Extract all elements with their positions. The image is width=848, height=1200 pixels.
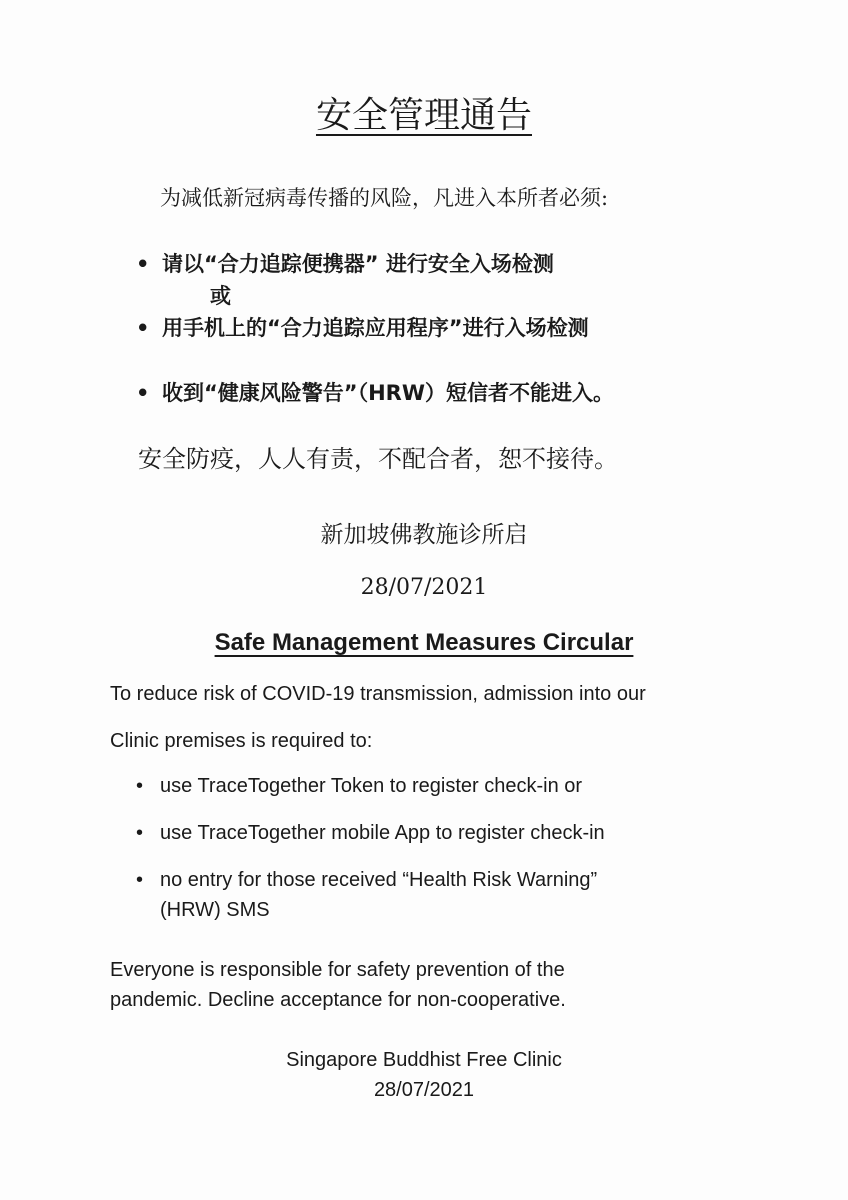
english-title [0,625,848,661]
english-intro-line2: Clinic premises is required to: [110,730,373,752]
chinese-date: 28/07/2021 [360,575,488,600]
bullet-dot: • [136,252,150,276]
chinese-bullet-hrw-text: 收到“健康风险警告”（HRW）短信者不能进入。 [162,381,615,405]
bullet-dot: • [136,316,150,340]
chinese-bullet-app-text: 用手机上的“合力追踪应用程序”进行入场检测 [162,316,589,340]
english-bullet-app [136,818,605,848]
bullet-dot: • [136,822,144,844]
english-closing-line1: Everyone is responsible for safety prevention of the [110,959,565,981]
english-title-text: Safe Management Measures Circular [214,629,634,656]
chinese-closing: 安全防疫，人人有责，不配合者，恕不接待。 [138,445,618,473]
english-bullet-hrw [136,865,597,925]
chinese-bullet-token [136,248,554,280]
chinese-intro: 为减低新冠病毒传播的风险，凡进入本所者必须: [160,186,609,210]
chinese-title [0,92,848,140]
english-closing-line2: pandemic. Decline acceptance for non-cooperative. [110,989,566,1011]
english-bullet-app-text: use TraceTogether mobile App to register check-in [160,822,605,844]
english-bullet-hrw-text: no entry for those received “Health Risk Warning” [160,869,598,891]
chinese-or: 或 [210,284,231,308]
bullet-dot: • [136,775,144,797]
chinese-organization: 新加坡佛教施诊所启 [320,522,528,548]
english-date: 28/07/2021 [373,1079,475,1101]
bullet-dot: • [136,869,144,891]
chinese-title-text: 安全管理通告 [315,95,532,136]
english-bullet-token-text: use TraceTogether Token to register check-in or [160,775,583,797]
english-organization: Singapore Buddhist Free Clinic [286,1049,562,1071]
bullet-dot: • [136,381,150,405]
chinese-bullet-app [136,312,589,344]
english-bullet-hrw-line2: (HRW) SMS [160,899,270,921]
chinese-bullet-token-text: 请以“合力追踪便携器” 进行安全入场检测 [162,252,554,276]
english-bullet-token [136,771,582,801]
chinese-bullet-hrw [136,377,614,409]
english-intro-line1: To reduce risk of COVID-19 transmission, admission into our [110,683,646,705]
